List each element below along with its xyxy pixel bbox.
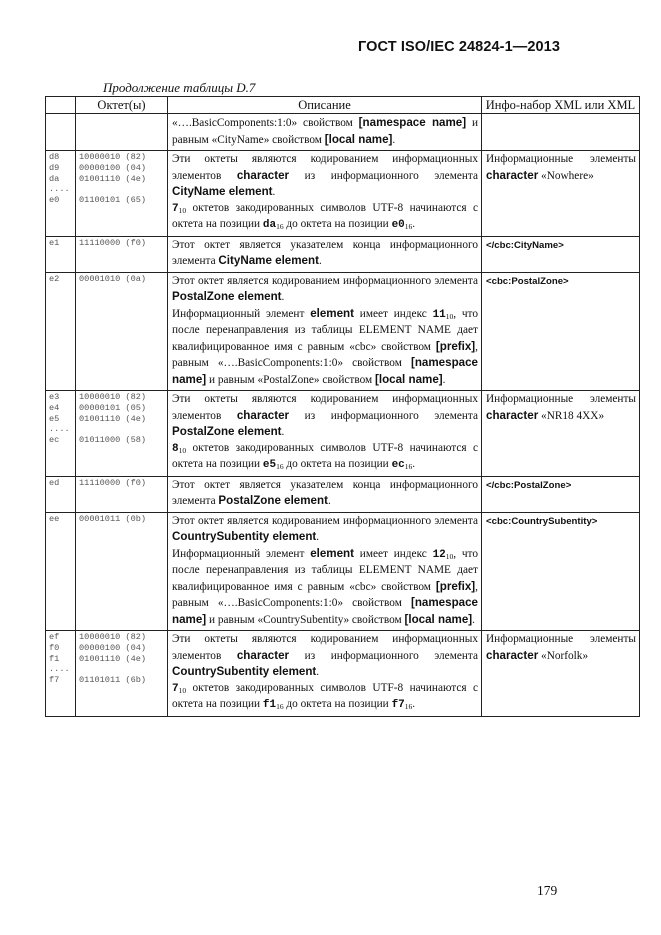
hex-offset-cell: e1 — [46, 236, 76, 272]
description-cell — [168, 272, 482, 391]
radix-subscript: 10 — [445, 551, 454, 561]
mono-value: 7 — [172, 202, 179, 215]
xml-tag: </cbc:PostalZone> — [486, 479, 572, 491]
text-run: Информационные элементы — [486, 153, 636, 165]
description-cell — [168, 114, 482, 151]
table-row — [46, 114, 640, 151]
text-run: Информационные элементы — [486, 633, 636, 645]
paragraph — [486, 274, 636, 290]
text-run: . — [316, 531, 320, 543]
bold-term: CityName element — [172, 185, 273, 198]
text-run: до октета на позиции — [283, 218, 392, 230]
mono-value: e5 — [262, 459, 277, 471]
text-run: . — [412, 458, 416, 470]
column-header-xml-infoset: Инфо-набор XML или XML — [482, 97, 640, 114]
column-header-hex — [46, 97, 76, 114]
paragraph — [486, 514, 636, 530]
paragraph — [172, 115, 478, 148]
paragraph — [486, 632, 636, 664]
hex-offset-cell: e2 — [46, 272, 76, 391]
bold-term: [local name] — [375, 372, 443, 386]
column-header-octets: Октет(ы) — [76, 97, 168, 114]
hex-offset-cell: e3 e4 e5 .... ec — [46, 391, 76, 477]
octet-bits-cell — [76, 114, 168, 151]
hex-offset-cell — [46, 114, 76, 151]
xml-infoset-cell — [482, 114, 640, 151]
bold-term: [prefix] — [435, 579, 476, 593]
paragraph — [486, 392, 636, 424]
text-run: Этот октет является указателем конца информационного элемента — [172, 478, 478, 507]
paragraph — [486, 238, 636, 254]
description-cell — [168, 476, 482, 512]
mono-value: 7 — [172, 682, 179, 695]
text-run: «Norfolk» — [538, 649, 589, 662]
bold-term: character — [486, 648, 539, 662]
bold-term: [local name] — [404, 612, 473, 626]
table-row — [46, 476, 640, 512]
text-run: Информационные элементы — [486, 393, 636, 405]
mono-value: 11 — [432, 308, 446, 321]
paragraph — [172, 238, 478, 270]
text-run: . — [272, 186, 276, 198]
octet-bits-cell: 10000010 (82) 00000101 (05) 01001110 (4e) 01011000 (58) — [76, 391, 168, 477]
text-run: . — [442, 373, 446, 386]
radix-subscript: 10 — [178, 445, 187, 455]
text-run: . — [327, 495, 331, 507]
text-run: из информационного элемента — [289, 169, 478, 182]
table-row — [46, 391, 640, 477]
text-run: октетов закодированных символов UTF-8 начинаются с октета на позиции — [172, 441, 478, 470]
text-run: . — [316, 666, 320, 678]
bold-term: [prefix] — [435, 339, 476, 353]
radix-subscript: 16 — [404, 222, 413, 231]
text-run: «….BasicComponents:1:0» свойством — [172, 117, 359, 129]
paragraph — [486, 152, 636, 184]
bold-term: element — [310, 546, 355, 560]
bold-term: PostalZone element — [218, 494, 328, 507]
paragraph — [172, 514, 478, 546]
radix-subscript: 16 — [276, 462, 284, 471]
description-cell — [168, 151, 482, 237]
text-run: до октета на позиции — [283, 458, 392, 470]
paragraph — [486, 478, 636, 494]
text-run: . — [412, 698, 416, 710]
xml-infoset-cell — [482, 631, 640, 717]
text-run: Информационный элемент — [172, 307, 311, 320]
text-run: и равным «CountrySubentity» свойством — [206, 613, 405, 626]
bold-term: character — [486, 408, 539, 422]
mono-value: f7 — [391, 699, 405, 711]
table-row — [46, 236, 640, 272]
bold-term: [namespace name] — [172, 356, 478, 386]
paragraph — [172, 546, 478, 629]
table-row — [46, 631, 640, 717]
bold-term: [local name] — [324, 132, 393, 146]
octet-table — [45, 96, 640, 717]
text-run: из информационного элемента — [289, 649, 478, 662]
radix-subscript: 16 — [404, 462, 413, 471]
text-run: «NR18 4XX» — [538, 409, 605, 422]
column-header-description: Описание — [168, 97, 482, 114]
octet-bits-cell: 11110000 (f0) — [76, 236, 168, 272]
paragraph — [172, 632, 478, 681]
table-row — [46, 151, 640, 237]
radix-subscript: 10 — [178, 685, 187, 695]
text-run: имеет индекс — [354, 547, 433, 560]
bold-term: character — [486, 168, 539, 182]
text-run: и равным «CityName» свойством — [172, 117, 478, 146]
text-run: . — [412, 218, 416, 230]
paragraph — [172, 478, 478, 510]
text-run: . — [472, 613, 475, 626]
octet-bits-cell: 10000010 (82) 00000100 (04) 01001110 (4e) 01101011 (6b) — [76, 631, 168, 717]
description-cell — [168, 512, 482, 631]
bold-term: element — [310, 306, 355, 320]
text-run: , что после перенаправления из таблицы ELEMENT NAME дает квалифицированное имя с равным «cbc» свойством — [172, 547, 478, 593]
text-run: октетов закодированных символов UTF-8 начинаются с октета на позиции — [172, 201, 478, 230]
bold-term: PostalZone element — [172, 290, 282, 303]
description-cell — [168, 631, 482, 717]
paragraph — [172, 441, 478, 474]
octet-bits-cell: 00001011 (0b) — [76, 512, 168, 631]
radix-subscript: 10 — [445, 311, 454, 321]
radix-subscript: 16 — [276, 702, 284, 711]
hex-offset-cell: ee — [46, 512, 76, 631]
octet-bits-cell: 00001010 (0a) — [76, 272, 168, 391]
table-caption: Продолжение таблицы D.7 — [103, 80, 256, 95]
xml-infoset-cell — [482, 236, 640, 272]
mono-value: da — [262, 219, 277, 231]
bold-term: [namespace name] — [358, 116, 467, 129]
text-run: Этот октет является кодированием информационного элемента — [172, 274, 478, 287]
bold-term: CountrySubentity element — [172, 530, 317, 543]
text-run: Эти октеты являются кодированием информационных элементов — [172, 633, 478, 662]
hex-offset-cell: ed — [46, 476, 76, 512]
text-run: Информационный элемент — [172, 547, 311, 560]
text-run: , что после перенаправления из таблицы ELEMENT NAME дает квалифицированное имя с равным «cbc» свойством — [172, 307, 478, 353]
hex-offset-cell: d8 d9 da .... e0 — [46, 151, 76, 237]
text-run: Этот октет является указателем конца информационного элемента — [172, 238, 478, 267]
mono-value: 8 — [172, 442, 179, 455]
text-run: . — [318, 255, 322, 267]
xml-infoset-cell — [482, 272, 640, 391]
xml-tag: </cbc:CityName> — [486, 239, 564, 251]
bold-term: CityName element — [218, 254, 319, 267]
text-run: Эти октеты являются кодированием информационных элементов — [172, 153, 478, 182]
xml-infoset-cell — [482, 476, 640, 512]
xml-infoset-cell — [482, 151, 640, 237]
paragraph — [172, 201, 478, 234]
xml-infoset-cell — [482, 512, 640, 631]
text-run: октетов закодированных символов UTF-8 начинаются с октета на позиции — [172, 681, 478, 710]
table-row — [46, 512, 640, 631]
bold-term: character — [236, 648, 290, 662]
bold-term: character — [236, 408, 290, 422]
text-run: Этот октет является кодированием информационного элемента — [172, 514, 478, 527]
text-run: . — [281, 426, 285, 438]
text-run: «Nowhere» — [538, 169, 594, 182]
bold-term: character — [236, 168, 290, 182]
xml-tag: <cbc:PostalZone> — [486, 275, 569, 287]
mono-value: e0 — [391, 219, 405, 231]
bold-term: CountrySubentity element — [172, 665, 317, 678]
page-number: 179 — [537, 883, 558, 898]
text-run: Эти октеты являются кодированием информационных элементов — [172, 393, 478, 422]
octet-bits-cell: 10000010 (82) 00000100 (04) 01001110 (4e) 01100101 (65) — [76, 151, 168, 237]
description-cell — [168, 391, 482, 477]
paragraph — [172, 306, 478, 389]
text-run: . — [281, 291, 285, 303]
text-run: и равным «PostalZone» свойством — [206, 373, 375, 386]
mono-value: 12 — [432, 548, 446, 561]
radix-subscript: 16 — [404, 702, 413, 711]
xml-tag: <cbc:CountrySubentity> — [486, 515, 598, 527]
octet-bits-cell: 11110000 (f0) — [76, 476, 168, 512]
paragraph — [172, 392, 478, 441]
document-header: ГОСТ ISO/IEC 24824-1—2013 — [358, 39, 560, 55]
table-header-row — [46, 97, 640, 114]
text-run: до октета на позиции — [283, 698, 392, 710]
text-run: . — [392, 133, 396, 146]
text-run: , равным «….BasicComponents:1:0» свойством — [172, 340, 478, 369]
paragraph — [172, 152, 478, 201]
paragraph — [172, 274, 478, 306]
xml-infoset-cell — [482, 391, 640, 477]
mono-value: f1 — [262, 699, 277, 711]
radix-subscript: 10 — [178, 205, 187, 215]
mono-value: ec — [391, 459, 405, 471]
radix-subscript: 16 — [276, 222, 284, 231]
hex-offset-cell: ef f0 f1 .... f7 — [46, 631, 76, 717]
text-run: имеет индекс — [354, 307, 433, 320]
paragraph — [172, 681, 478, 714]
text-run: , равным «….BasicComponents:1:0» свойством — [172, 580, 478, 609]
description-cell — [168, 236, 482, 272]
bold-term: [namespace name] — [172, 596, 478, 626]
text-run: из информационного элемента — [289, 409, 478, 422]
table-row — [46, 272, 640, 391]
bold-term: PostalZone element — [172, 425, 282, 438]
